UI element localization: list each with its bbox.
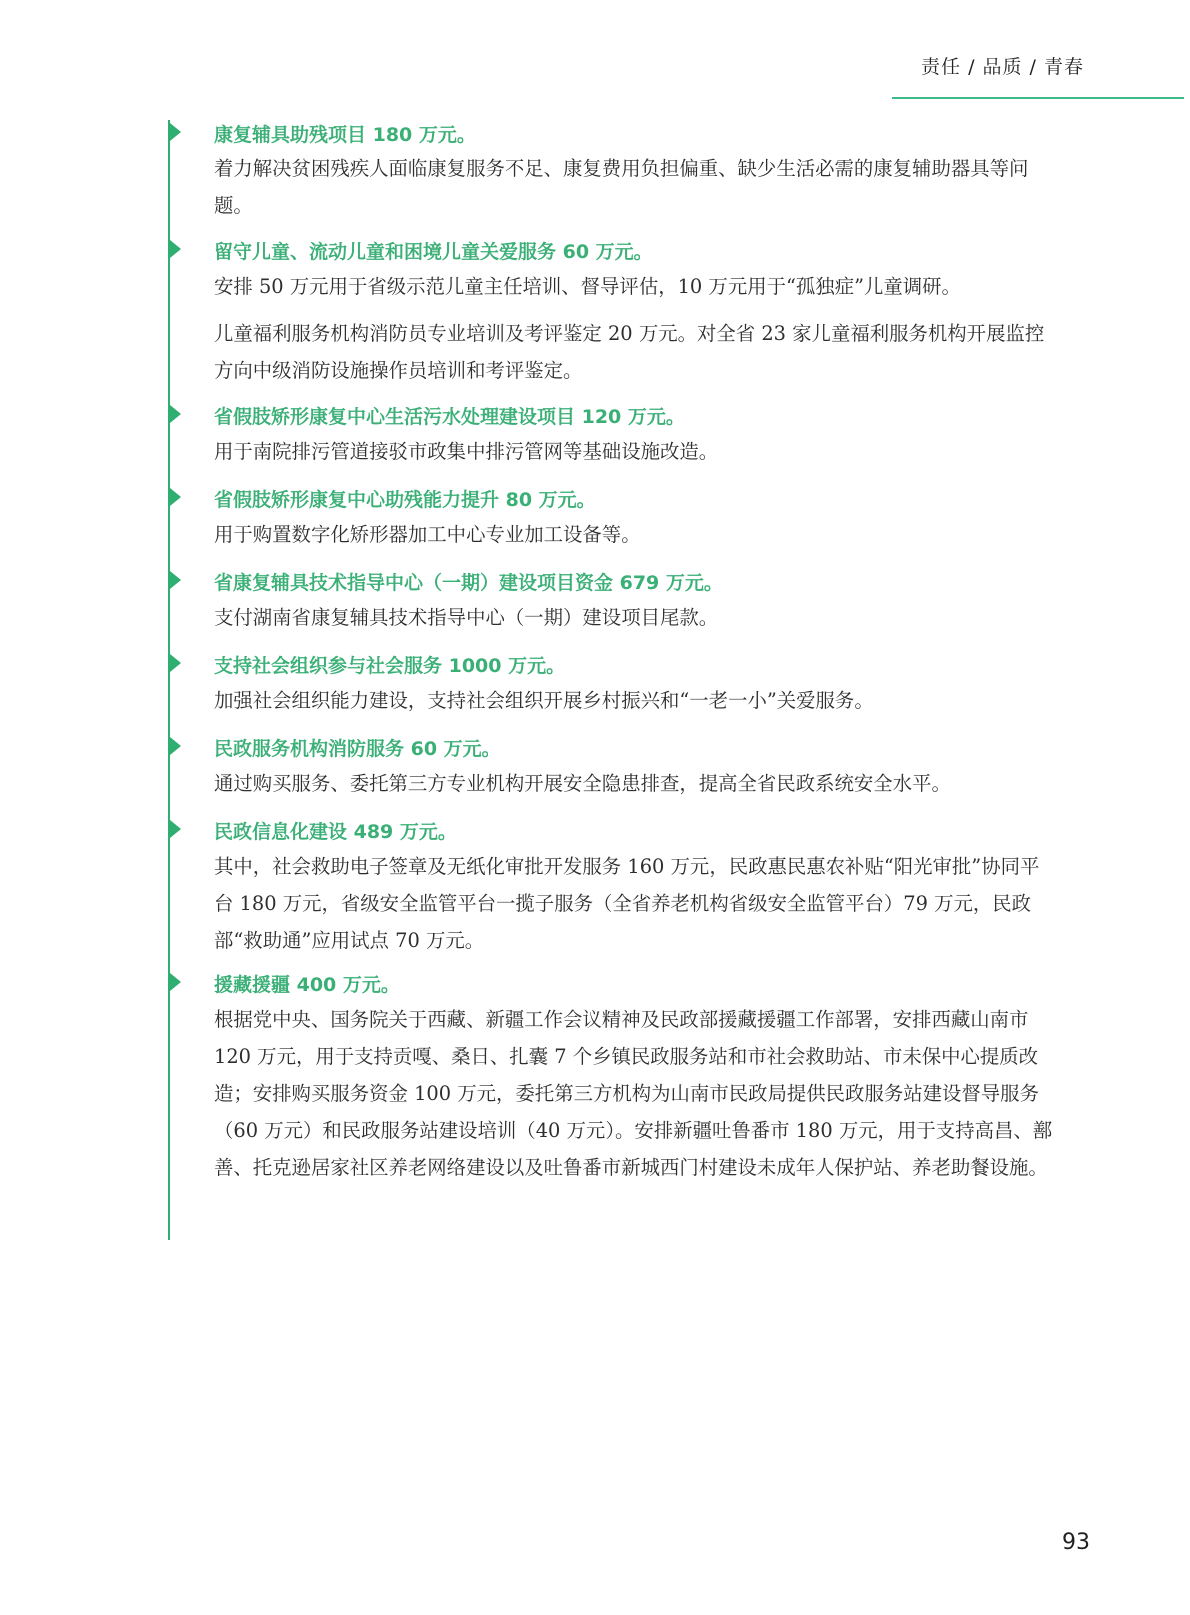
item-paragraph: 根据党中央、国务院关于西藏、新疆工作会议精神及民政部援藏援疆工作部署，安排西藏山南市 120 万元，用于支持贡嘎、桑日、扎囊 7 个乡镇民政服务站和市社会救助站、市未保中心提质改造；安排购买服务资金 100 万元，委托第三方机构为山南市民政局提供民政服务站建设督导服务（60 万元）和民政服务站建设培训（40 万元）。安排新疆吐鲁番市 180 万元，用于支持高昌、鄯善、托克逊居家社区养老网络建设以及吐鲁番市新城西门村建设未成年人保护站、养老助餐设施。 (214, 1008, 1053, 1179)
item-paragraph: 用于南院排污管道接驳市政集中排污管网等基础设施改造。 (214, 440, 719, 463)
item-heading: 省假肢矫形康复中心助残能力提升 80 万元。 (214, 489, 596, 511)
bullet-arrow-icon (170, 488, 181, 506)
item-paragraph: 其中，社会救助电子签章及无纸化审批开发服务 160 万元，民政惠民惠农补贴“阳光审批”协同平台 180 万元，省级安全监管平台一揽子服务（全省养老机构省级安全监管平台）79 万元，民政部“救助通”应用试点 70 万元。 (214, 855, 1040, 952)
item-paragraph: 着力解决贫困残疾人面临康复服务不足、康复费用负担偏重、缺少生活必需的康复辅助器具等问题。 (214, 157, 1029, 217)
item-paragraph: 安排 50 万元用于省级示范儿童主任培训、督导评估，10 万元用于“孤独症”儿童调研。 (214, 275, 961, 298)
item-heading: 民政信息化建设 489 万元。 (214, 821, 457, 843)
header-rule (892, 97, 1184, 99)
bullet-arrow-icon (170, 240, 181, 258)
item-heading: 省康复辅具技术指导中心（一期）建设项目资金 679 万元。 (214, 572, 723, 594)
bullet-arrow-icon (170, 571, 181, 589)
item-heading: 省假肢矫形康复中心生活污水处理建设项目 120 万元。 (214, 406, 685, 428)
item-heading: 援藏援疆 400 万元。 (214, 974, 400, 996)
item-heading: 留守儿童、流动儿童和困境儿童关爱服务 60 万元。 (214, 241, 653, 263)
item-paragraph: 通过购买服务、委托第三方专业机构开展安全隐患排查，提高全省民政系统安全水平。 (214, 772, 951, 795)
bullet-arrow-icon (170, 123, 181, 141)
bullet-arrow-icon (170, 820, 181, 838)
item-paragraph: 用于购置数字化矫形器加工中心专业加工设备等。 (214, 523, 641, 546)
item-heading: 支持社会组织参与社会服务 1000 万元。 (214, 655, 566, 677)
item-paragraph: 儿童福利服务机构消防员专业培训及考评鉴定 20 万元。对全省 23 家儿童福利服务机构开展监控方向中级消防设施操作员培训和考评鉴定。 (214, 322, 1045, 382)
page-header-title: 责任 / 品质 / 青春 (921, 56, 1084, 78)
timeline-line (168, 120, 170, 1240)
item-heading: 民政服务机构消防服务 60 万元。 (214, 738, 501, 760)
page-number: 93 (1062, 1530, 1090, 1555)
bullet-arrow-icon (170, 737, 181, 755)
item-heading: 康复辅具助残项目 180 万元。 (214, 124, 476, 146)
item-paragraph: 加强社会组织能力建设，支持社会组织开展乡村振兴和“一老一小”关爱服务。 (214, 689, 874, 712)
bullet-arrow-icon (170, 973, 181, 991)
bullet-arrow-icon (170, 654, 181, 672)
item-paragraph: 支付湖南省康复辅具技术指导中心（一期）建设项目尾款。 (214, 606, 719, 629)
bullet-arrow-icon (170, 405, 181, 423)
